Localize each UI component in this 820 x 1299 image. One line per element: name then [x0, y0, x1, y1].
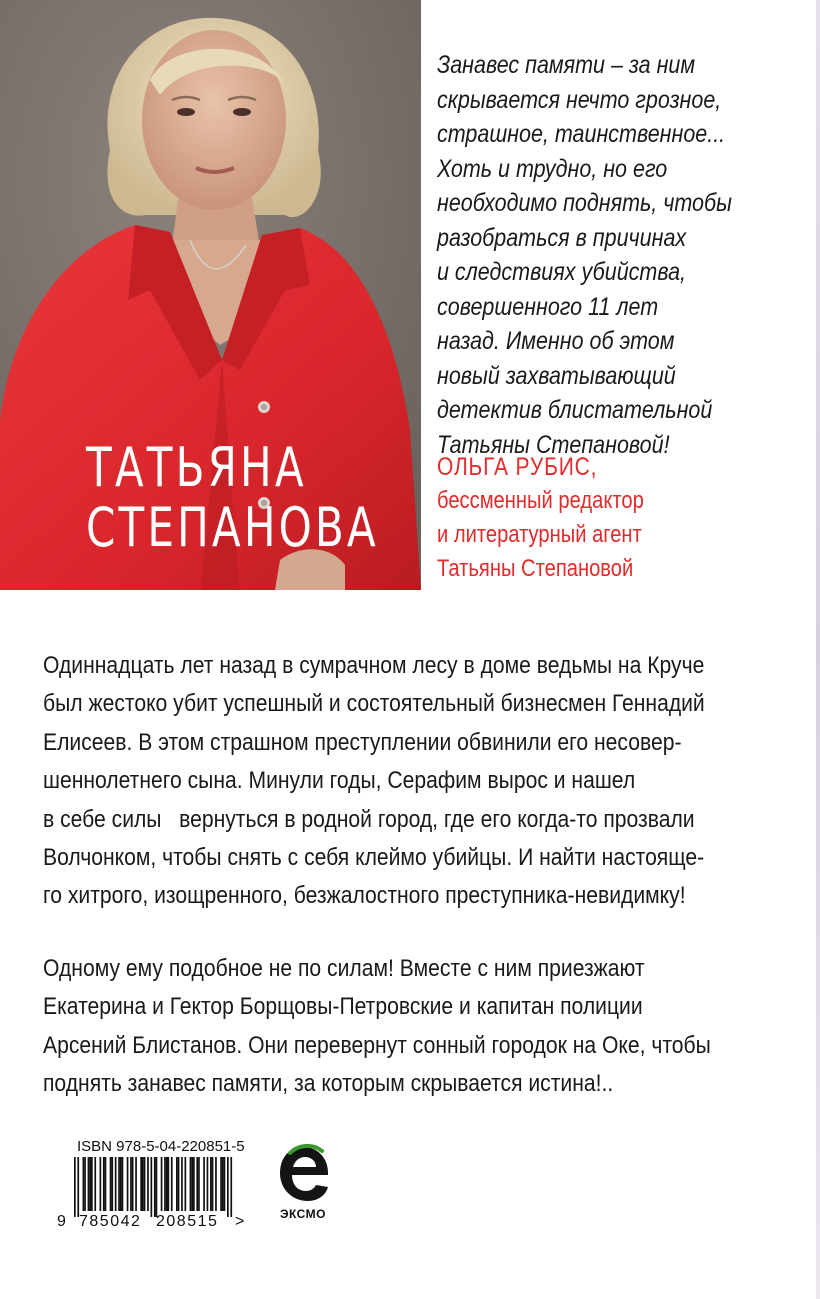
barcode-bar [185, 1157, 187, 1211]
barcode-bar [77, 1157, 79, 1217]
description-paragraph [43, 950, 712, 1104]
attribution-line: и литературный агент [437, 521, 642, 548]
barcode-bar [83, 1157, 85, 1211]
description-line: в себе силы вернуться в родной город, где его когда-то прозвали [43, 805, 695, 833]
barcode-bar [154, 1157, 156, 1217]
barcode-bar [227, 1157, 229, 1217]
description-line: Арсений Блистанов. Они перевернут сонный городок на Оке, чтобы [43, 1031, 711, 1059]
quote-line: Хоть и трудно, но его [437, 154, 668, 183]
description-line: Екатерина и Гектор Борщовы-Петровские и капитан полиции [43, 993, 643, 1021]
description-line: Одному ему подобное не по силам! Вместе с ним приезжают [43, 954, 645, 982]
quote-line: страшное, таинственное... [437, 120, 726, 148]
barcode-bar [110, 1157, 112, 1211]
description-line: поднять занавес памяти, за которым скрывается истина!.. [43, 1070, 614, 1098]
barcode-bar [100, 1157, 102, 1211]
quote-line: Занавес памяти – за ним [437, 51, 696, 79]
barcode-bar [132, 1157, 134, 1211]
barcode-bar [140, 1157, 142, 1211]
quote-line: скрывается нечто грозное, [437, 85, 722, 114]
barcode-bar [171, 1157, 173, 1211]
barcode-bar [164, 1157, 166, 1211]
barcode-bar [191, 1157, 193, 1211]
author-photo [0, 0, 421, 590]
barcode-bar [135, 1157, 137, 1211]
description-line: Волчонком, чтобы снять с себя клеймо убийцы. И найти настояще- [43, 844, 705, 872]
barcode-bar [156, 1157, 158, 1217]
publisher-logo [272, 1143, 342, 1233]
publisher-name: ЭКСМО [279, 1207, 327, 1221]
barcode-bar [127, 1157, 129, 1211]
barcode-bar [176, 1157, 178, 1211]
barcode-bar [91, 1157, 93, 1211]
quote-line: назад. Именно об этом [437, 327, 675, 355]
barcode-bar [103, 1157, 105, 1211]
author-last-name: СТЕПАНОВА [86, 496, 379, 559]
description-line: шеннолетнего сына. Минули годы, Серафим вырос и нашел [43, 767, 636, 795]
barcode-digit-group: 208515 [156, 1213, 219, 1230]
quote-line: Татьяны Степановой! [437, 430, 670, 459]
barcode-bars-icon [57, 1157, 257, 1217]
barcode-bar [111, 1157, 113, 1211]
barcode-bar [190, 1157, 192, 1211]
attribution-line: бессменный редактор [437, 487, 644, 514]
author-name [86, 438, 379, 558]
eksmo-logo-icon [276, 1143, 332, 1205]
quote-line: детектив блистательной [437, 396, 713, 424]
barcode-bar [196, 1157, 198, 1211]
quote-line: новый захватывающий [437, 361, 676, 390]
attribution-line: Татьяны Степановой [437, 555, 634, 582]
barcode-bar [151, 1157, 153, 1217]
barcode-bar [203, 1157, 205, 1211]
isbn-label: ISBN 978-5-04-220851-5 [77, 1138, 245, 1155]
isbn-barcode [57, 1135, 257, 1235]
barcode-bar [215, 1157, 217, 1211]
barcode-digit-lead: 9 [57, 1213, 66, 1230]
barcode-bar [220, 1157, 222, 1211]
description-line: был жестоко убит успешный и состоятельный бизнесмен Геннадий [43, 690, 705, 718]
barcode-bar [207, 1157, 209, 1211]
barcode-bar [144, 1157, 146, 1211]
barcode-bar [178, 1157, 180, 1211]
description-line: го хитрого, изощренного, безжалостного преступника-невидимку! [43, 882, 686, 910]
barcode-bar [224, 1157, 226, 1211]
barcode-bar [166, 1157, 168, 1211]
book-description [43, 647, 712, 1103]
barcode-bar [118, 1157, 120, 1211]
barcode-bar [122, 1157, 124, 1211]
description-line: Одиннадцать лет назад в сумрачном лесу в доме ведьмы на Круче [43, 652, 705, 679]
quote-attribution [437, 450, 756, 586]
barcode-bar [230, 1157, 232, 1217]
barcode-bar [161, 1157, 163, 1211]
quote-line: и следствиях убийства, [437, 258, 687, 286]
barcode-bar [120, 1157, 122, 1211]
barcode-bar [168, 1157, 170, 1211]
description-line: Елисеев. В этом страшном преступлении обвинили его несовер- [43, 728, 682, 756]
barcode-bar [74, 1157, 76, 1217]
barcode-bar [147, 1157, 149, 1211]
author-first-name: ТАТЬЯНА [86, 436, 307, 499]
barcode-bar [198, 1157, 200, 1211]
description-paragraph [43, 647, 712, 916]
barcode-digit-group: 785042 [79, 1213, 142, 1230]
barcode-bar [89, 1157, 91, 1211]
cover-edge [816, 0, 820, 1299]
barcode-bar [115, 1157, 117, 1211]
barcode-bar [181, 1157, 183, 1211]
attribution-name: ОЛЬГА РУБИС, [437, 453, 598, 481]
barcode-bar [212, 1157, 214, 1211]
quote-line: разобраться в причинах [437, 223, 687, 252]
barcode-digit-tail: > [235, 1213, 245, 1230]
barcode-bar [88, 1157, 90, 1211]
barcode-bar [193, 1157, 195, 1211]
barcode-bar [210, 1157, 212, 1211]
quote-line: необходимо поднять, чтобы [437, 189, 732, 217]
quote-line: совершенного 11 лет [437, 292, 659, 321]
barcode-bar [105, 1157, 107, 1211]
barcode-bar [142, 1157, 144, 1211]
barcode-bar [94, 1157, 96, 1211]
barcode-bar [84, 1157, 86, 1211]
barcode-bar [222, 1157, 224, 1211]
editor-quote [437, 48, 764, 462]
barcode-bar [130, 1157, 132, 1211]
